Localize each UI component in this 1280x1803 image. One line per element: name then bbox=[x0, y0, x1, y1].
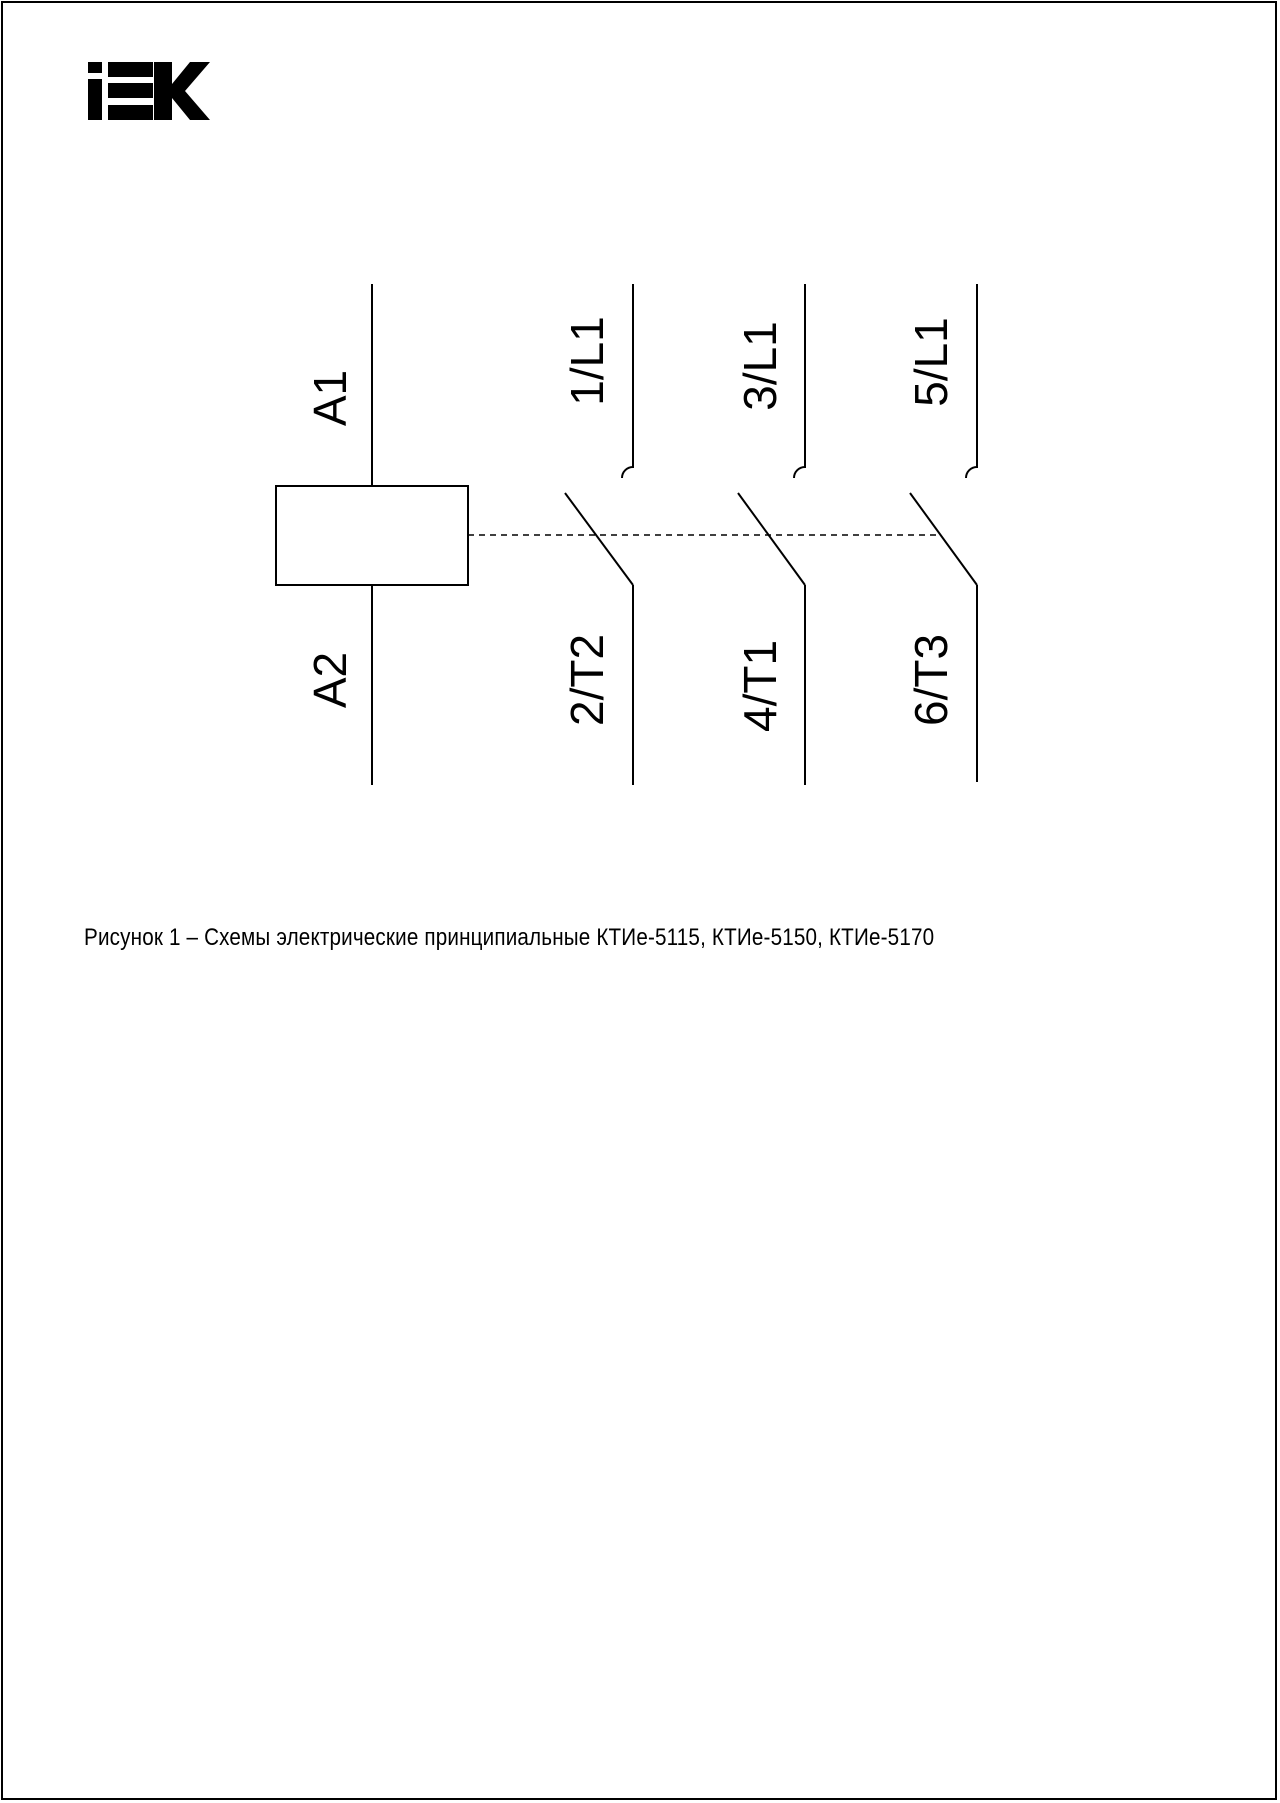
coil-symbol bbox=[276, 486, 468, 585]
contact-3-fixed-arc bbox=[966, 457, 977, 478]
contact-1-line-label: 1/L1 bbox=[561, 316, 613, 406]
contact-2-load-label: 4/T1 bbox=[734, 639, 786, 733]
contact-3-load-label: 6/T3 bbox=[905, 633, 957, 727]
contact-2-blade bbox=[738, 493, 805, 585]
contact-1-fixed-arc bbox=[622, 457, 633, 478]
coil-top-label: A1 bbox=[304, 369, 356, 427]
contact-3-blade bbox=[910, 493, 977, 585]
contact-2-line-label: 3/L1 bbox=[734, 321, 786, 411]
contact-2-fixed-arc bbox=[794, 457, 805, 478]
figure-caption: Рисунок 1 – Схемы электрические принципиальные КТИе-5115, КТИе-5150, КТИе-5170 bbox=[84, 924, 935, 951]
contact-1-blade bbox=[565, 493, 633, 585]
contact-1-load-label: 2/T2 bbox=[561, 633, 613, 727]
contact-3-line-label: 5/L1 bbox=[905, 317, 957, 407]
coil-bottom-label: A2 bbox=[304, 651, 356, 709]
